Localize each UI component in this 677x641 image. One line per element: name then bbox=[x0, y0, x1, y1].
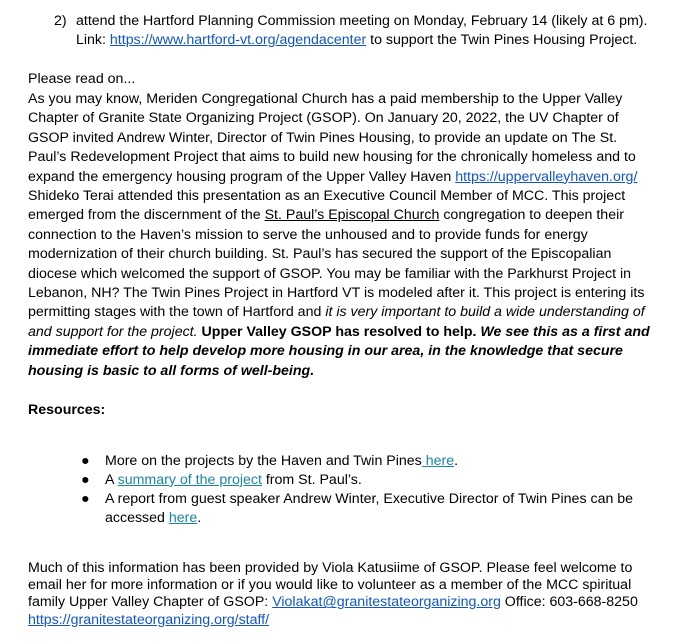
here-link-3[interactable]: here bbox=[168, 510, 198, 527]
resource-3-end: . bbox=[197, 510, 202, 527]
bullet-icon: ● bbox=[81, 472, 90, 488]
resource-item-3 bbox=[105, 490, 670, 529]
resource-1-text: More on the projects by the Haven and Twin Pines bbox=[105, 453, 422, 469]
footer-text: Much of this information has been provided by Viola Katusiime of GSOP. Please feel welcome to email her for more information or if you would like to volunteer as a member of the MCC spiritual family Upper Valley Chapter of GSOP: bbox=[28, 560, 633, 611]
resource-2-end: from St. Paul’s. bbox=[261, 472, 362, 488]
paragraph-text-1: As you may know, Meriden Congregational Church has a paid membership to the Upper Valley Chapter of Granite State Organizing Project (GSOP). On January 20, 2022, the UV Chapter of GSOP invited Andrew Winter, Director of Twin Pines Housing, to provide an update on The St. Paul’s Redevelopment Project that aims to build new housing for the chronically homeless and to expand the emergency housing program of the Upper Valley Haven bbox=[28, 91, 636, 185]
agenda-center-link[interactable]: https://www.hartford-vt.org/agendacenter bbox=[109, 32, 367, 49]
footer-paragraph bbox=[28, 560, 644, 629]
bold-italic-statement: We see this as a first and immediate effort to help develop more housing in our area, in the knowledge that secure housing is basic to all forms of well-being. bbox=[28, 323, 650, 379]
here-link-1[interactable]: here bbox=[421, 453, 455, 469]
bullet-icon: ● bbox=[81, 453, 90, 469]
office-phone: Office: 603-668-8250 bbox=[500, 594, 638, 611]
paragraph-text-2: Shideko Terai attended this presentation as an Executive Council Member of MCC. This project emerged from the discernment of the bbox=[28, 188, 626, 224]
email-link[interactable]: Violakat@granitestateorganizing.org bbox=[272, 594, 501, 611]
church-link[interactable]: St. Paul’s Episcopal Church bbox=[264, 207, 440, 224]
haven-link[interactable]: https://uppervalleyhaven.org/ bbox=[455, 168, 638, 185]
summary-link[interactable]: summary of the project bbox=[117, 472, 262, 488]
list-number: 2) bbox=[54, 13, 67, 29]
resource-3-text: A report from guest speaker Andrew Winter, Executive Director of Twin Pines can be accessed bbox=[105, 491, 634, 527]
meeting-text: attend the Hartford Planning Commission meeting on Monday, February 14 (likely at 6 pm). Link: bbox=[76, 13, 648, 49]
staff-link[interactable]: https://granitestateorganizing.org/staff/ bbox=[28, 611, 270, 628]
meeting-text-end: to support the Twin Pines Housing Project. bbox=[366, 32, 638, 49]
bullet-icon: ● bbox=[81, 491, 90, 507]
read-on-line: Please read on... bbox=[28, 71, 136, 87]
resource-item-2 bbox=[105, 471, 670, 490]
planning-meeting-item bbox=[76, 12, 666, 51]
resources-heading: Resources: bbox=[28, 402, 106, 418]
main-paragraph bbox=[28, 90, 654, 381]
resource-2-text: A bbox=[105, 472, 118, 488]
resource-item-1 bbox=[105, 452, 670, 471]
paragraph-text-3: congregation to deepen their connection to the Haven’s mission to serve the unhoused and to provide funds for energy modernization of their church building. St. Paul’s has secured the support of the Episcopalian diocese which welcomed the support of GSOP. You may be familiar with the Parkhurst Project in Lebanon, NH? The Twin Pines Project in Hartford VT is modeled after it. This project is entering its permitting stages with the town of Hartford and bbox=[28, 207, 645, 321]
resource-1-end: . bbox=[454, 453, 459, 469]
bold-resolution: Upper Valley GSOP has resolved to help. bbox=[201, 323, 477, 340]
italic-emphasis: it is very important to build a wide understanding of and support for the project. bbox=[28, 304, 645, 340]
